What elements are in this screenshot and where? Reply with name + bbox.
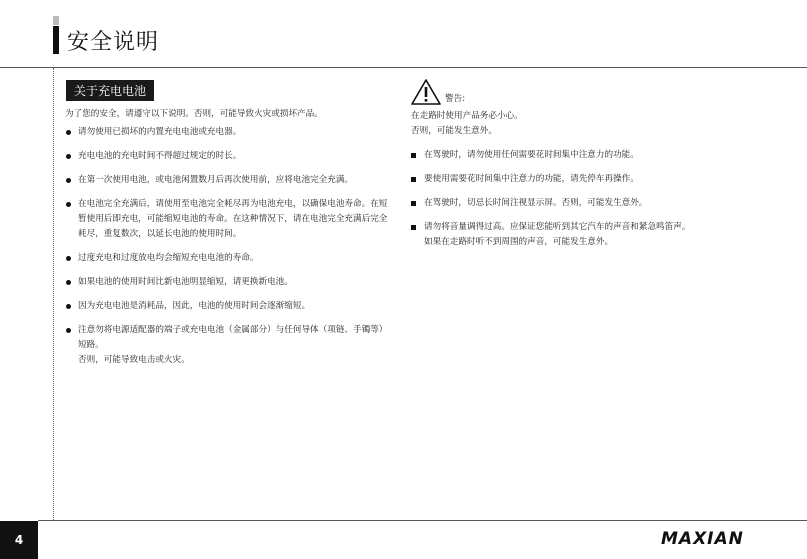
- warning-section: [411, 79, 756, 259]
- warning-header: [411, 79, 756, 107]
- list-item: 在驾驶时，切忌长时间注视显示屏。否则，可能发生意外。: [411, 196, 756, 211]
- bullet-icon: [66, 154, 71, 159]
- bullet-icon: [66, 130, 71, 135]
- footer-rule: [38, 520, 807, 521]
- bullet-icon: [66, 304, 71, 309]
- section-heading: 关于充电电池: [66, 80, 154, 101]
- list-item: 充电电池的充电时间不得超过规定的时长。: [65, 149, 395, 164]
- title-accent-top: [53, 16, 59, 25]
- title-accent-bar: [53, 26, 59, 54]
- list-item-note: 否则，可能导致电击或火灾。: [78, 355, 190, 365]
- warning-intro: 在走路时使用产品务必小心。 否则，可能发生意外。: [411, 111, 523, 136]
- page-number: 4: [0, 521, 38, 559]
- square-bullet-icon: [411, 177, 416, 182]
- bullet-icon: [66, 280, 71, 285]
- list-item: 注意勿将电源适配器的端子或充电电池（金属部分）与任何导体（项链、手镯等）短路。 否则，可能导致电击或火灾。: [65, 323, 395, 368]
- list-item: 如果电池的使用时间比新电池明显缩短，请更换新电池。: [65, 275, 395, 290]
- list-item: 在驾驶时，请勿使用任何需要花时间集中注意力的功能。: [411, 148, 756, 163]
- list-item: 在第一次使用电池，或电池闲置数月后再次使用前，应将电池完全充满。: [65, 173, 395, 188]
- square-bullet-icon: [411, 201, 416, 206]
- battery-list: [65, 125, 395, 368]
- brand-logo: MAXIAN: [661, 529, 744, 549]
- list-item: 请勿将音量调得过高。应保证您能听到其它汽车的声音和紧急鸣笛声。 如果在走路时听不到周围的声音，可能发生意外。: [411, 220, 756, 250]
- warning-triangle-icon: [411, 79, 441, 105]
- list-item: 在电池完全充满后，请使用至电池完全耗尽再为电池充电，以确保电池寿命。在短暂使用后即充电，可能缩短电池的寿命。在这种情况下，请在电池完全充满后完全耗尽，重复数次，以延长电池的使用时间。: [65, 197, 395, 242]
- list-item: 请勿使用已损坏的内置充电电池或充电器。: [65, 125, 395, 140]
- bullet-icon: [66, 202, 71, 207]
- bullet-icon: [66, 328, 71, 333]
- list-item: 过度充电和过度放电均会缩短充电电池的寿命。: [65, 251, 395, 266]
- warning-label: 警告:: [445, 94, 466, 104]
- warning-list: [411, 148, 756, 250]
- square-bullet-icon: [411, 153, 416, 158]
- bullet-icon: [66, 256, 71, 261]
- battery-section: [65, 80, 395, 377]
- list-item: 因为充电电池是消耗品，因此，电池的使用时间会逐渐缩短。: [65, 299, 395, 314]
- page-title: 安全说明: [67, 30, 160, 55]
- margin-dotted-line: [53, 68, 54, 520]
- list-item-note: 如果在走路时听不到周围的声音，可能发生意外。: [424, 237, 614, 247]
- list-item: 要使用需要花时间集中注意力的功能，请先停车再操作。: [411, 172, 756, 187]
- bullet-icon: [66, 178, 71, 183]
- section-intro: 为了您的安全，请遵守以下说明。否则，可能导致火灾或损坏产品。: [65, 109, 323, 119]
- square-bullet-icon: [411, 225, 416, 230]
- header-rule: [0, 67, 807, 68]
